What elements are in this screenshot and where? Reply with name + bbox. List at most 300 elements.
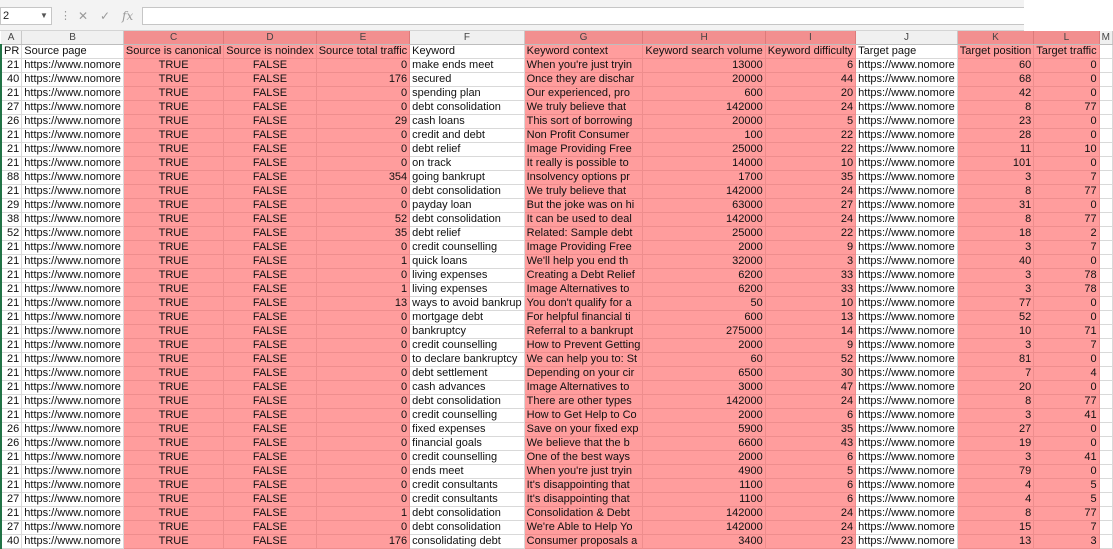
cell-a[interactable]: 21 — [1, 241, 22, 255]
cell-g[interactable]: Image Alternatives to — [524, 381, 643, 395]
cell-j[interactable]: https://www.nomore — [856, 521, 958, 535]
cell-a[interactable]: 29 — [1, 199, 22, 213]
cell-j[interactable]: https://www.nomore — [856, 87, 958, 101]
cell-g[interactable]: Depending on your cir — [524, 367, 643, 381]
cell-d[interactable]: FALSE — [224, 227, 316, 241]
cell-a[interactable]: 21 — [1, 311, 22, 325]
cell-g[interactable]: We're Able to Help Yo — [524, 521, 643, 535]
cell-m[interactable] — [1099, 241, 1112, 255]
cell-f[interactable]: living expenses — [410, 269, 524, 283]
cell-e[interactable]: 1 — [316, 283, 409, 297]
column-header-e[interactable]: E — [316, 31, 409, 45]
cell-e[interactable]: 0 — [316, 241, 409, 255]
cell-c[interactable]: TRUE — [123, 325, 223, 339]
cell-i[interactable]: 24 — [765, 507, 855, 521]
cell-i[interactable]: 10 — [765, 297, 855, 311]
cell-k[interactable]: 101 — [957, 157, 1034, 171]
cell-f[interactable]: debt relief — [410, 143, 524, 157]
cell-g[interactable]: There are other types — [524, 395, 643, 409]
cell-a[interactable]: 21 — [1, 409, 22, 423]
cell-c[interactable]: TRUE — [123, 339, 223, 353]
cell-k[interactable]: 52 — [957, 311, 1034, 325]
cell-b[interactable]: https://www.nomore — [22, 269, 124, 283]
cell-c[interactable]: TRUE — [123, 353, 223, 367]
cell-c[interactable]: TRUE — [123, 241, 223, 255]
cell-b[interactable]: https://www.nomore — [22, 325, 124, 339]
cell-k[interactable]: 3 — [957, 283, 1034, 297]
cell-c[interactable]: TRUE — [123, 297, 223, 311]
cell-m[interactable] — [1099, 507, 1112, 521]
cell-c[interactable]: TRUE — [123, 535, 223, 549]
cell-m[interactable] — [1099, 227, 1112, 241]
cell-k[interactable]: 81 — [957, 353, 1034, 367]
cell-h[interactable]: 142000 — [643, 521, 765, 535]
cell-b[interactable]: https://www.nomore — [22, 535, 124, 549]
cell-g[interactable]: Insolvency options pr — [524, 171, 643, 185]
cell-a[interactable]: 21 — [1, 157, 22, 171]
cell-j[interactable]: https://www.nomore — [856, 381, 958, 395]
cell-j[interactable]: https://www.nomore — [856, 339, 958, 353]
cell-a[interactable]: 40 — [1, 535, 22, 549]
cell-h[interactable]: 32000 — [643, 255, 765, 269]
cell-m[interactable] — [1099, 437, 1112, 451]
cell-a[interactable]: 27 — [1, 493, 22, 507]
column-header-d[interactable]: D — [224, 31, 316, 45]
formula-input[interactable] — [142, 7, 1024, 25]
cell-l[interactable]: 4 — [1034, 367, 1099, 381]
cell-d[interactable]: FALSE — [224, 311, 316, 325]
cell-c[interactable]: TRUE — [123, 199, 223, 213]
cell-g[interactable]: One of the best ways — [524, 451, 643, 465]
cell-a[interactable]: 26 — [1, 423, 22, 437]
cell-g[interactable]: We believe that the b — [524, 437, 643, 451]
cell-a[interactable]: 21 — [1, 269, 22, 283]
cell-g[interactable]: This sort of borrowing — [524, 115, 643, 129]
cell-c[interactable]: TRUE — [123, 213, 223, 227]
cell-f[interactable]: living expenses — [410, 283, 524, 297]
cell-l[interactable]: 7 — [1034, 339, 1099, 353]
cell-k[interactable]: 18 — [957, 227, 1034, 241]
cell-k[interactable]: 3 — [957, 451, 1034, 465]
cell-h[interactable]: 1700 — [643, 171, 765, 185]
cell-e[interactable]: 0 — [316, 339, 409, 353]
cell-e[interactable]: 0 — [316, 101, 409, 115]
cell-b[interactable]: https://www.nomore — [22, 367, 124, 381]
cell-f[interactable]: ends meet — [410, 465, 524, 479]
cell-a[interactable]: 21 — [1, 381, 22, 395]
cell-h[interactable]: 6200 — [643, 283, 765, 297]
spreadsheet-grid[interactable] — [0, 31, 1110, 547]
cell-k[interactable]: 68 — [957, 73, 1034, 87]
cell-c[interactable]: TRUE — [123, 409, 223, 423]
cell-g[interactable]: When you're just tryin — [524, 465, 643, 479]
cell-g[interactable]: It's disappointing that — [524, 479, 643, 493]
cell-l[interactable]: 0 — [1034, 115, 1099, 129]
cell-d[interactable]: FALSE — [224, 451, 316, 465]
cell-h[interactable]: 20000 — [643, 73, 765, 87]
cell-f[interactable]: on track — [410, 157, 524, 171]
cell-m[interactable] — [1099, 423, 1112, 437]
cell-m[interactable] — [1099, 269, 1112, 283]
cell-l[interactable]: 0 — [1034, 297, 1099, 311]
cell-e[interactable]: 0 — [316, 311, 409, 325]
cell-j[interactable]: https://www.nomore — [856, 157, 958, 171]
column-header-i[interactable]: I — [765, 31, 855, 45]
cell-h[interactable]: 2000 — [643, 451, 765, 465]
cell-k[interactable]: 19 — [957, 437, 1034, 451]
cell-a[interactable]: 26 — [1, 115, 22, 129]
cell-d[interactable]: FALSE — [224, 87, 316, 101]
cell-b[interactable]: https://www.nomore — [22, 227, 124, 241]
cell-m[interactable] — [1099, 521, 1112, 535]
cell-g[interactable]: Image Alternatives to — [524, 283, 643, 297]
cell-h[interactable]: 25000 — [643, 143, 765, 157]
cell-k[interactable]: 79 — [957, 465, 1034, 479]
header-cell-l[interactable]: Target traffic — [1034, 45, 1099, 59]
cell-i[interactable]: 9 — [765, 339, 855, 353]
cell-m[interactable] — [1099, 367, 1112, 381]
cell-m[interactable] — [1099, 199, 1112, 213]
cell-c[interactable]: TRUE — [123, 479, 223, 493]
header-cell-g[interactable]: Keyword context — [524, 45, 643, 59]
cell-l[interactable]: 41 — [1034, 409, 1099, 423]
cell-k[interactable]: 3 — [957, 241, 1034, 255]
cell-j[interactable]: https://www.nomore — [856, 423, 958, 437]
cell-i[interactable]: 43 — [765, 437, 855, 451]
cell-k[interactable]: 8 — [957, 185, 1034, 199]
cell-e[interactable]: 13 — [316, 297, 409, 311]
cell-g[interactable]: We truly believe that — [524, 101, 643, 115]
cell-b[interactable]: https://www.nomore — [22, 493, 124, 507]
cell-b[interactable]: https://www.nomore — [22, 241, 124, 255]
column-header-b[interactable]: B — [22, 31, 124, 45]
cell-j[interactable]: https://www.nomore — [856, 493, 958, 507]
cell-h[interactable]: 50 — [643, 297, 765, 311]
cell-j[interactable]: https://www.nomore — [856, 409, 958, 423]
cell-m[interactable] — [1099, 143, 1112, 157]
cell-l[interactable]: 71 — [1034, 325, 1099, 339]
cell-c[interactable]: TRUE — [123, 101, 223, 115]
cell-c[interactable]: TRUE — [123, 255, 223, 269]
cell-h[interactable]: 25000 — [643, 227, 765, 241]
cell-m[interactable] — [1099, 185, 1112, 199]
cell-k[interactable]: 8 — [957, 395, 1034, 409]
cell-b[interactable]: https://www.nomore — [22, 59, 124, 73]
cell-l[interactable]: 0 — [1034, 255, 1099, 269]
cell-h[interactable]: 60 — [643, 353, 765, 367]
cell-l[interactable]: 10 — [1034, 143, 1099, 157]
insert-function-button[interactable]: fx — [122, 9, 134, 23]
cell-c[interactable]: TRUE — [123, 269, 223, 283]
cell-l[interactable]: 5 — [1034, 479, 1099, 493]
cell-a[interactable]: 21 — [1, 339, 22, 353]
cell-a[interactable]: 21 — [1, 325, 22, 339]
cell-e[interactable]: 176 — [316, 535, 409, 549]
cell-e[interactable]: 29 — [316, 115, 409, 129]
cell-d[interactable]: FALSE — [224, 493, 316, 507]
cell-c[interactable]: TRUE — [123, 185, 223, 199]
cell-d[interactable]: FALSE — [224, 59, 316, 73]
cell-k[interactable]: 8 — [957, 507, 1034, 521]
cell-e[interactable]: 0 — [316, 479, 409, 493]
cell-h[interactable]: 20000 — [643, 115, 765, 129]
cell-l[interactable]: 77 — [1034, 101, 1099, 115]
cell-c[interactable]: TRUE — [123, 143, 223, 157]
cell-a[interactable]: 27 — [1, 521, 22, 535]
cell-f[interactable]: going bankrupt — [410, 171, 524, 185]
cell-e[interactable]: 0 — [316, 59, 409, 73]
cell-m[interactable] — [1099, 465, 1112, 479]
cell-d[interactable]: FALSE — [224, 143, 316, 157]
cell-h[interactable]: 6600 — [643, 437, 765, 451]
cell-a[interactable]: 21 — [1, 507, 22, 521]
cell-f[interactable]: spending plan — [410, 87, 524, 101]
cell-d[interactable]: FALSE — [224, 395, 316, 409]
cell-j[interactable]: https://www.nomore — [856, 227, 958, 241]
cell-e[interactable]: 1 — [316, 255, 409, 269]
cell-g[interactable]: Consumer proposals a — [524, 535, 643, 549]
cell-l[interactable]: 0 — [1034, 59, 1099, 73]
cell-f[interactable]: consolidating debt — [410, 535, 524, 549]
cell-d[interactable]: FALSE — [224, 157, 316, 171]
cell-m[interactable] — [1099, 129, 1112, 143]
cell-b[interactable]: https://www.nomore — [22, 73, 124, 87]
cell-i[interactable]: 47 — [765, 381, 855, 395]
cell-b[interactable]: https://www.nomore — [22, 297, 124, 311]
cell-e[interactable]: 0 — [316, 367, 409, 381]
cell-i[interactable]: 30 — [765, 367, 855, 381]
cell-c[interactable]: TRUE — [123, 129, 223, 143]
cell-a[interactable]: 27 — [1, 101, 22, 115]
cell-a[interactable]: 21 — [1, 283, 22, 297]
cell-k[interactable]: 13 — [957, 535, 1034, 549]
cell-k[interactable]: 77 — [957, 297, 1034, 311]
cell-f[interactable]: debt consolidation — [410, 507, 524, 521]
cell-d[interactable]: FALSE — [224, 101, 316, 115]
cell-d[interactable]: FALSE — [224, 353, 316, 367]
cell-a[interactable]: 21 — [1, 87, 22, 101]
cell-h[interactable]: 142000 — [643, 213, 765, 227]
cell-e[interactable]: 0 — [316, 395, 409, 409]
cell-f[interactable]: ways to avoid bankrup — [410, 297, 524, 311]
cell-f[interactable]: debt consolidation — [410, 213, 524, 227]
cell-f[interactable]: credit counselling — [410, 409, 524, 423]
cell-g[interactable]: But the joke was on hi — [524, 199, 643, 213]
cell-j[interactable]: https://www.nomore — [856, 395, 958, 409]
cell-m[interactable] — [1099, 311, 1112, 325]
cell-d[interactable]: FALSE — [224, 465, 316, 479]
cell-c[interactable]: TRUE — [123, 381, 223, 395]
cell-e[interactable]: 0 — [316, 409, 409, 423]
cell-g[interactable]: Non Profit Consumer — [524, 129, 643, 143]
cell-h[interactable]: 275000 — [643, 325, 765, 339]
cell-b[interactable]: https://www.nomore — [22, 451, 124, 465]
cell-b[interactable]: https://www.nomore — [22, 101, 124, 115]
column-header-f[interactable]: F — [410, 31, 524, 45]
cell-f[interactable]: debt consolidation — [410, 521, 524, 535]
cell-b[interactable]: https://www.nomore — [22, 157, 124, 171]
cell-f[interactable]: debt consolidation — [410, 395, 524, 409]
cell-g[interactable]: You don't qualify for a — [524, 297, 643, 311]
cell-b[interactable]: https://www.nomore — [22, 507, 124, 521]
cell-f[interactable]: payday loan — [410, 199, 524, 213]
cell-l[interactable]: 3 — [1034, 535, 1099, 549]
cell-d[interactable]: FALSE — [224, 521, 316, 535]
cell-i[interactable]: 6 — [765, 493, 855, 507]
cell-e[interactable]: 0 — [316, 325, 409, 339]
cell-k[interactable]: 31 — [957, 199, 1034, 213]
cell-a[interactable]: 40 — [1, 73, 22, 87]
cell-e[interactable]: 0 — [316, 87, 409, 101]
cell-i[interactable]: 35 — [765, 423, 855, 437]
cell-f[interactable]: credit counselling — [410, 241, 524, 255]
cell-j[interactable]: https://www.nomore — [856, 115, 958, 129]
cell-d[interactable]: FALSE — [224, 73, 316, 87]
cell-k[interactable]: 10 — [957, 325, 1034, 339]
cell-g[interactable]: How to Get Help to Co — [524, 409, 643, 423]
cell-e[interactable]: 0 — [316, 465, 409, 479]
cell-d[interactable]: FALSE — [224, 339, 316, 353]
cell-b[interactable]: https://www.nomore — [22, 283, 124, 297]
cell-e[interactable]: 52 — [316, 213, 409, 227]
cell-b[interactable]: https://www.nomore — [22, 381, 124, 395]
column-header-g[interactable]: G — [524, 31, 643, 45]
cell-i[interactable]: 5 — [765, 115, 855, 129]
cell-i[interactable]: 13 — [765, 311, 855, 325]
cell-k[interactable]: 42 — [957, 87, 1034, 101]
cell-a[interactable]: 21 — [1, 129, 22, 143]
cell-d[interactable]: FALSE — [224, 297, 316, 311]
cell-l[interactable]: 77 — [1034, 185, 1099, 199]
cell-c[interactable]: TRUE — [123, 437, 223, 451]
cell-i[interactable]: 52 — [765, 353, 855, 367]
cell-h[interactable]: 2000 — [643, 241, 765, 255]
cell-j[interactable]: https://www.nomore — [856, 367, 958, 381]
cell-k[interactable]: 40 — [957, 255, 1034, 269]
cell-a[interactable]: 52 — [1, 227, 22, 241]
cell-d[interactable]: FALSE — [224, 325, 316, 339]
cell-g[interactable]: Save on your fixed exp — [524, 423, 643, 437]
cell-a[interactable]: 21 — [1, 451, 22, 465]
cell-e[interactable]: 354 — [316, 171, 409, 185]
cell-h[interactable]: 142000 — [643, 507, 765, 521]
cell-g[interactable]: Image Providing Free — [524, 241, 643, 255]
cell-e[interactable]: 0 — [316, 269, 409, 283]
cell-e[interactable]: 0 — [316, 493, 409, 507]
cell-f[interactable]: bankruptcy — [410, 325, 524, 339]
cell-m[interactable] — [1099, 101, 1112, 115]
cell-h[interactable]: 3000 — [643, 381, 765, 395]
header-cell-d[interactable]: Source is noindex — [224, 45, 316, 59]
cell-a[interactable]: 21 — [1, 297, 22, 311]
cell-j[interactable]: https://www.nomore — [856, 269, 958, 283]
cell-i[interactable]: 33 — [765, 283, 855, 297]
cell-j[interactable]: https://www.nomore — [856, 479, 958, 493]
cell-g[interactable]: Consolidation & Debt — [524, 507, 643, 521]
cell-i[interactable]: 3 — [765, 255, 855, 269]
cell-i[interactable]: 20 — [765, 87, 855, 101]
cell-h[interactable]: 1100 — [643, 479, 765, 493]
cell-e[interactable]: 0 — [316, 199, 409, 213]
cell-k[interactable]: 23 — [957, 115, 1034, 129]
cell-d[interactable]: FALSE — [224, 423, 316, 437]
cell-c[interactable]: TRUE — [123, 311, 223, 325]
cell-c[interactable]: TRUE — [123, 493, 223, 507]
cell-k[interactable]: 3 — [957, 171, 1034, 185]
cell-b[interactable]: https://www.nomore — [22, 395, 124, 409]
cell-d[interactable]: FALSE — [224, 129, 316, 143]
cell-j[interactable]: https://www.nomore — [856, 283, 958, 297]
cell-f[interactable]: make ends meet — [410, 59, 524, 73]
cell-table[interactable] — [0, 31, 1113, 549]
header-cell-a[interactable]: PR — [1, 45, 22, 59]
header-cell-k[interactable]: Target position — [957, 45, 1034, 59]
cell-c[interactable]: TRUE — [123, 521, 223, 535]
cell-j[interactable]: https://www.nomore — [856, 185, 958, 199]
cell-k[interactable]: 11 — [957, 143, 1034, 157]
cell-i[interactable]: 35 — [765, 171, 855, 185]
header-cell-j[interactable]: Target page — [856, 45, 958, 59]
cell-b[interactable]: https://www.nomore — [22, 339, 124, 353]
cell-l[interactable]: 0 — [1034, 87, 1099, 101]
cell-h[interactable]: 142000 — [643, 185, 765, 199]
cell-d[interactable]: FALSE — [224, 507, 316, 521]
cell-a[interactable]: 21 — [1, 367, 22, 381]
column-header-k[interactable]: K — [957, 31, 1034, 45]
cell-j[interactable]: https://www.nomore — [856, 59, 958, 73]
cell-b[interactable]: https://www.nomore — [22, 437, 124, 451]
cell-d[interactable]: FALSE — [224, 535, 316, 549]
cell-c[interactable]: TRUE — [123, 283, 223, 297]
cell-g[interactable]: We can help you to: St — [524, 353, 643, 367]
cell-m[interactable] — [1099, 479, 1112, 493]
cell-f[interactable]: cash loans — [410, 115, 524, 129]
cell-g[interactable]: Our experienced, pro — [524, 87, 643, 101]
cell-j[interactable]: https://www.nomore — [856, 451, 958, 465]
cell-k[interactable]: 3 — [957, 269, 1034, 283]
column-header-c[interactable]: C — [123, 31, 223, 45]
cell-e[interactable]: 1 — [316, 507, 409, 521]
cell-g[interactable]: It can be used to deal — [524, 213, 643, 227]
cell-a[interactable]: 21 — [1, 353, 22, 367]
cell-i[interactable]: 10 — [765, 157, 855, 171]
cell-c[interactable]: TRUE — [123, 451, 223, 465]
cell-m[interactable] — [1099, 535, 1112, 549]
cell-i[interactable]: 6 — [765, 451, 855, 465]
cell-m[interactable] — [1099, 59, 1112, 73]
cell-b[interactable]: https://www.nomore — [22, 87, 124, 101]
cell-b[interactable]: https://www.nomore — [22, 311, 124, 325]
cell-i[interactable]: 14 — [765, 325, 855, 339]
cell-k[interactable]: 3 — [957, 339, 1034, 353]
cell-h[interactable]: 600 — [643, 311, 765, 325]
cell-k[interactable]: 20 — [957, 381, 1034, 395]
cell-c[interactable]: TRUE — [123, 395, 223, 409]
cell-j[interactable]: https://www.nomore — [856, 465, 958, 479]
cell-a[interactable]: 21 — [1, 255, 22, 269]
header-cell-c[interactable]: Source is canonical — [123, 45, 223, 59]
cell-d[interactable]: FALSE — [224, 213, 316, 227]
cell-i[interactable]: 6 — [765, 409, 855, 423]
column-header-j[interactable]: J — [856, 31, 958, 45]
cell-l[interactable]: 5 — [1034, 493, 1099, 507]
cell-b[interactable]: https://www.nomore — [22, 353, 124, 367]
cell-a[interactable]: 26 — [1, 437, 22, 451]
cell-j[interactable]: https://www.nomore — [856, 437, 958, 451]
cell-k[interactable]: 15 — [957, 521, 1034, 535]
cell-h[interactable]: 142000 — [643, 395, 765, 409]
cell-c[interactable]: TRUE — [123, 423, 223, 437]
